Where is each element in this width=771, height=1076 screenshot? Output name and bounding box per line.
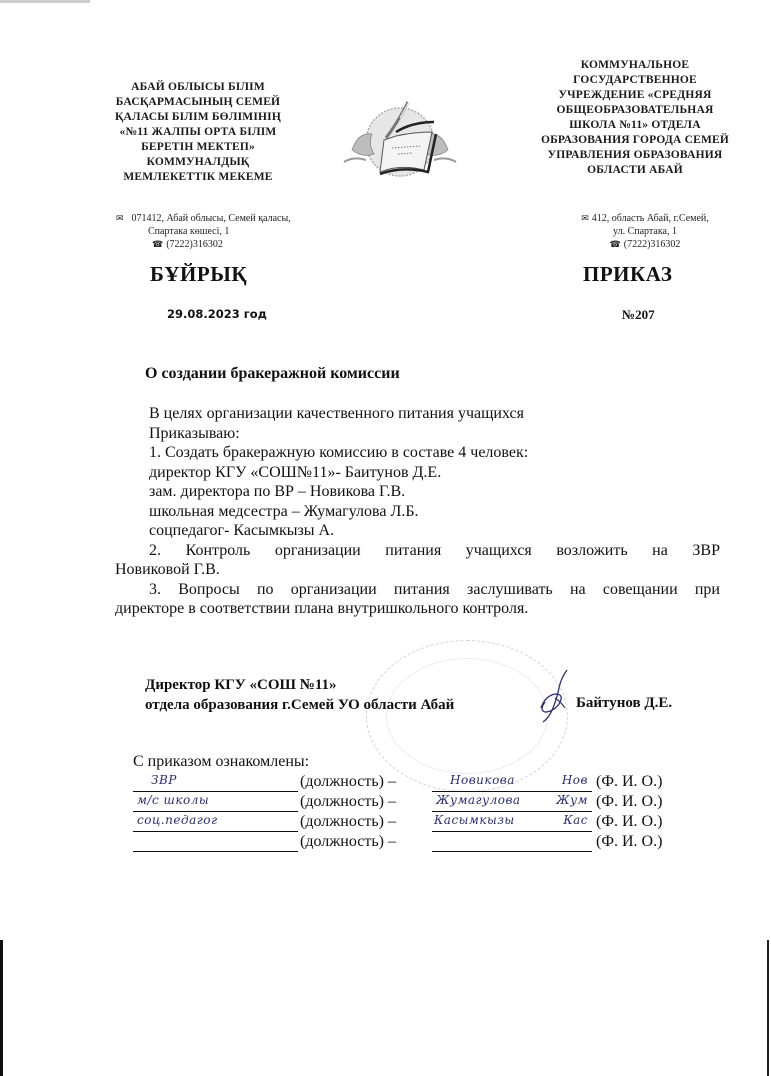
position-blank xyxy=(133,814,298,832)
position-blank xyxy=(133,834,298,852)
position-label: (должность) – xyxy=(300,773,396,790)
director-name: Байтунов Д.Е. xyxy=(576,695,673,711)
address-kazakh xyxy=(116,212,336,251)
scan-edge-top xyxy=(0,0,90,3)
address-line xyxy=(116,212,336,225)
acknowledgement-row xyxy=(133,772,693,792)
handwritten-position: соц.педагог xyxy=(137,813,218,827)
header-org-russian xyxy=(510,58,760,178)
document-subject: О создании бракеражной комиссии xyxy=(145,365,400,382)
school-emblem-icon xyxy=(340,92,460,184)
phone-line xyxy=(116,238,336,251)
name-label: (Ф. И. О.) xyxy=(596,833,663,850)
director-title-line-1: Директор КГУ «СОШ №11» xyxy=(145,677,337,693)
phone-number: (7222)316302 xyxy=(166,239,223,250)
position-label: (должность) – xyxy=(300,833,396,850)
handwritten-initials: Нов xyxy=(561,773,588,787)
address-line-2: Спартака көшесі, 1 xyxy=(148,226,230,237)
acknowledgement-row xyxy=(133,792,693,812)
header-org-line: АБАЙ ОБЛЫСЫ БІЛІМ xyxy=(131,81,265,93)
address-russian xyxy=(555,212,735,251)
header-org-line: УПРАВЛЕНИЯ ОБРАЗОВАНИЯ xyxy=(547,149,723,161)
body-item-2-line-1: 2. Контроль организации питания учащихся возложить на ЗВР xyxy=(149,541,720,559)
header-org-line: МЕМЛЕКЕТТІК МЕКЕМЕ xyxy=(123,171,273,183)
handwritten-position: м/с школы xyxy=(137,793,210,807)
body-line: школьная медсестра – Жумагулова Л.Б. xyxy=(149,502,419,520)
position-label: (должность) – xyxy=(300,813,396,830)
header-org-line: ҚАЛАСЫ БІЛІМ БӨЛІМІНІҢ xyxy=(115,111,281,123)
handwritten-initials: Кас xyxy=(563,813,588,827)
position-label: (должность) – xyxy=(300,793,396,810)
handwritten-name: Жумагулова xyxy=(436,793,521,807)
body-line: зам. директора по ВР – Новикова Г.В. xyxy=(149,483,406,500)
telephone-icon: ☎ xyxy=(609,239,621,249)
header-org-line: ГОСУДАРСТВЕННОЕ xyxy=(573,74,697,86)
handwritten-name: Касымкызы xyxy=(434,813,515,827)
director-title-line-2: отдела образования г.Семей УО области Абай xyxy=(145,697,455,713)
name-blank xyxy=(432,834,592,852)
address-line-1: 412, область Абай, г.Семей, xyxy=(591,213,709,224)
acknowledgement-title: С приказом ознакомлены: xyxy=(133,753,310,770)
body-line: В целях организации качественного питания учащихся xyxy=(149,405,524,422)
acknowledgement-section xyxy=(133,752,693,852)
scan-edge-left xyxy=(0,940,3,1076)
header-org-line: КОММУНАЛЬНОЕ xyxy=(580,59,690,71)
phone-line xyxy=(555,238,735,251)
address-line xyxy=(555,212,735,225)
address-line-2: ул. Спартака, 1 xyxy=(613,226,677,237)
header-org-line: УЧРЕЖДЕНИЕ «СРЕДНЯЯ xyxy=(558,89,712,101)
header-org-line: «№11 ЖАЛПЫ ОРТА БІЛІМ xyxy=(119,126,277,138)
header-org-line: ОБРАЗОВАНИЯ ГОРОДА СЕМЕЙ xyxy=(540,134,730,146)
body-item-3-line-2: директоре в соответствии плана внутришкольного контроля. xyxy=(115,600,529,617)
header-org-kazakh xyxy=(108,80,288,185)
document-type-russian: ПРИКАЗ xyxy=(583,262,673,286)
envelope-icon: ✉ xyxy=(116,213,124,223)
name-label: (Ф. И. О.) xyxy=(596,773,663,790)
director-signature-block xyxy=(145,675,454,715)
envelope-icon: ✉ xyxy=(581,213,589,223)
document-type-kazakh: БҰЙРЫҚ xyxy=(150,262,248,286)
body-item-3-line-1: 3. Вопросы по организации питания заслушивать на совещании при xyxy=(149,580,720,598)
name-blank xyxy=(432,814,592,832)
name-label: (Ф. И. О.) xyxy=(596,793,663,810)
header-org-line: ОБЛАСТИ АБАЙ xyxy=(587,164,683,176)
header-org-line: ШКОЛА №11» ОТДЕЛА xyxy=(569,119,701,131)
acknowledgement-row xyxy=(133,812,693,832)
document-number: №207 xyxy=(622,307,655,322)
handwritten-position: ЗВР xyxy=(151,773,177,787)
handwritten-name: Новикова xyxy=(450,773,515,787)
header-org-line: БАСҚАРМАСЫНЫҢ СЕМЕЙ xyxy=(115,96,281,108)
handwritten-signature-icon xyxy=(535,668,579,724)
body-line: директор КГУ «СОШ№11»- Баитунов Д.Е. xyxy=(149,463,442,481)
address-line-1: 071412, Абай облысы, Семей қаласы, xyxy=(131,213,291,224)
body-line: Приказываю: xyxy=(149,424,240,442)
document-body xyxy=(115,404,720,619)
name-label: (Ф. И. О.) xyxy=(596,813,663,830)
body-line: соцпедагог- Касымкызы А. xyxy=(149,522,335,539)
document-date: 29.08.2023 год xyxy=(167,307,267,321)
phone-number: (7222)316302 xyxy=(623,239,681,250)
body-item-2-line-2: Новиковой Г.В. xyxy=(115,561,220,578)
header-org-line: КОММУНАЛДЫҚ xyxy=(146,156,250,168)
handwritten-initials: Жум xyxy=(556,793,588,807)
telephone-icon: ☎ xyxy=(152,239,164,249)
header-org-line: ОБЩЕОБРАЗОВАТЕЛЬНАЯ xyxy=(556,104,714,116)
body-line: 1. Создать бракеражную комиссию в составе 4 человек: xyxy=(149,444,529,461)
scan-edge-right xyxy=(767,940,769,1076)
header-org-line: БЕРЕТІН МЕКТЕП» xyxy=(141,141,255,153)
acknowledgement-row xyxy=(133,832,693,852)
